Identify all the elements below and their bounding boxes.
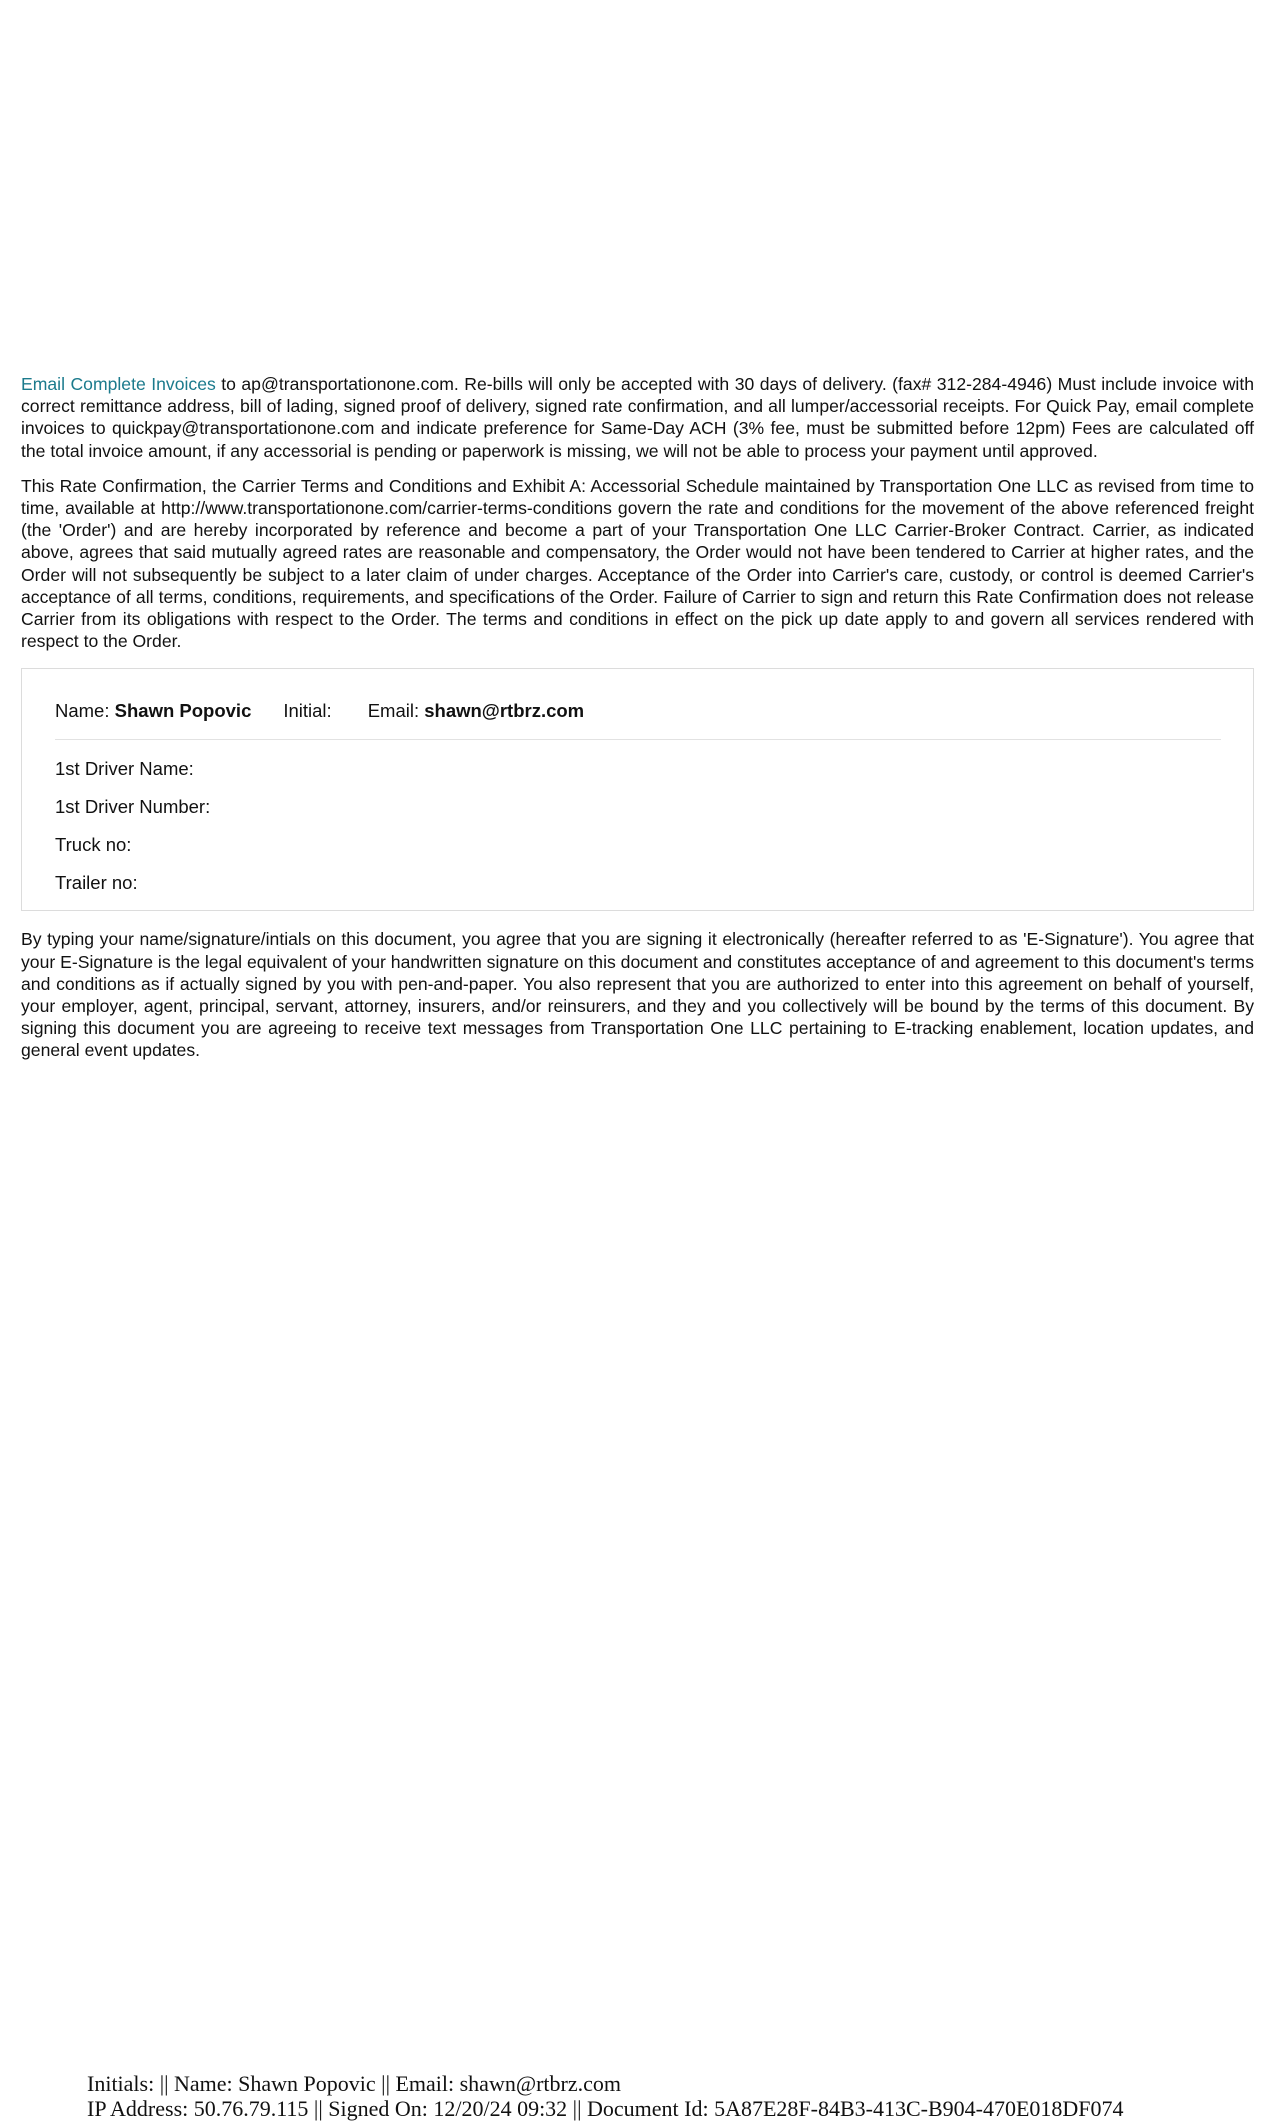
name-value: Shawn Popovic (114, 700, 252, 722)
document-body (21, 373, 1254, 1062)
footer-signer-line: Initials: || Name: Shawn Popovic || Email: shawn@rtbrz.com (87, 2071, 622, 2096)
initial-label: Initial: (283, 700, 332, 722)
signature-box (21, 668, 1254, 911)
signer-name (55, 699, 251, 723)
invoice-instructions-text: to ap@transportationone.com. Re-bills will only be accepted with 30 days of delivery. (fax# 312-284-4946) Must include invoice with correct remittance address, bill of lading, signed proof of delivery, signed rate confirmation, and all lumper/accessorial receipts. For Quick Pay, email complete invoices to quickpay@transportationone.com and indicate preference for Same-Day ACH (3% fee, must be submitted before 12pm) Fees are calculated off the total invoice amount, if any accessorial is pending or paperwork is missing, we will not be able to process your payment until approved. (21, 374, 1255, 461)
email-label: Email: (367, 700, 425, 722)
signature-footer (87, 2071, 1124, 2121)
trailer-number-field: Trailer no: (55, 872, 138, 894)
email-value: shawn@rtbrz.com (424, 700, 585, 722)
signature-divider (55, 739, 1221, 740)
invoice-instructions-paragraph (21, 373, 1254, 462)
driver-number-field: 1st Driver Number: (55, 796, 211, 818)
signer-info-row (55, 699, 584, 723)
truck-number-field: Truck no: (55, 834, 132, 856)
footer-audit-line: IP Address: 50.76.79.115 || Signed On: 12/20/24 09:32 || Document Id: 5A87E28F-84B3-413C-B904-470E018DF074 (87, 2096, 1124, 2121)
name-label: Name: (55, 700, 115, 722)
rate-confirmation-terms-paragraph: This Rate Confirmation, the Carrier Terms and Conditions and Exhibit A: Accessorial Schedule maintained by Transportation One LLC as revised from time to time, available at http://www.transportationone.com/carrier-terms-conditions govern the rate and conditions for the movement of the above referenced freight (the 'Order') and are hereby incorporated by reference and become a part of your Transportation One LLC Carrier-Broker Contract. Carrier, as indicated above, agrees that said mutually agreed rates are reasonable and compensatory, the Order would not have been tendered to Carrier at higher rates, and the Order will not subsequently be subject to a later claim of under charges. Acceptance of the Order into Carrier's care, custody, or control is deemed Carrier's acceptance of all terms, conditions, requirements, and specifications of the Order. Failure of Carrier to sign and return this Rate Confirmation does not release Carrier from its obligations with respect to the Order. The terms and conditions in effect on the pick up date apply to and govern all services rendered with respect to the Order. (21, 475, 1254, 652)
email-complete-invoices-link[interactable]: Email Complete Invoices (21, 374, 216, 394)
driver-name-field: 1st Driver Name: (55, 758, 194, 780)
esignature-consent-paragraph: By typing your name/signature/intials on this document, you agree that you are signing it electronically (hereafter referred to as 'E-Signature'). You agree that your E-Signature is the legal equivalent of your handwritten signature on this document and constitutes acceptance of and agreement to this document's terms and conditions as if actually signed by you with pen-and-paper. You also represent that you are authorized to enter into this agreement on behalf of yourself, your employer, agent, principal, servant, attorney, insurers, and/or reinsurers, and they and you collectively will be bound by the terms of this document. By signing this document you are agreeing to receive text messages from Transportation One LLC pertaining to E-tracking enablement, location updates, and general event updates. (21, 929, 1254, 1061)
signer-email (368, 699, 584, 723)
